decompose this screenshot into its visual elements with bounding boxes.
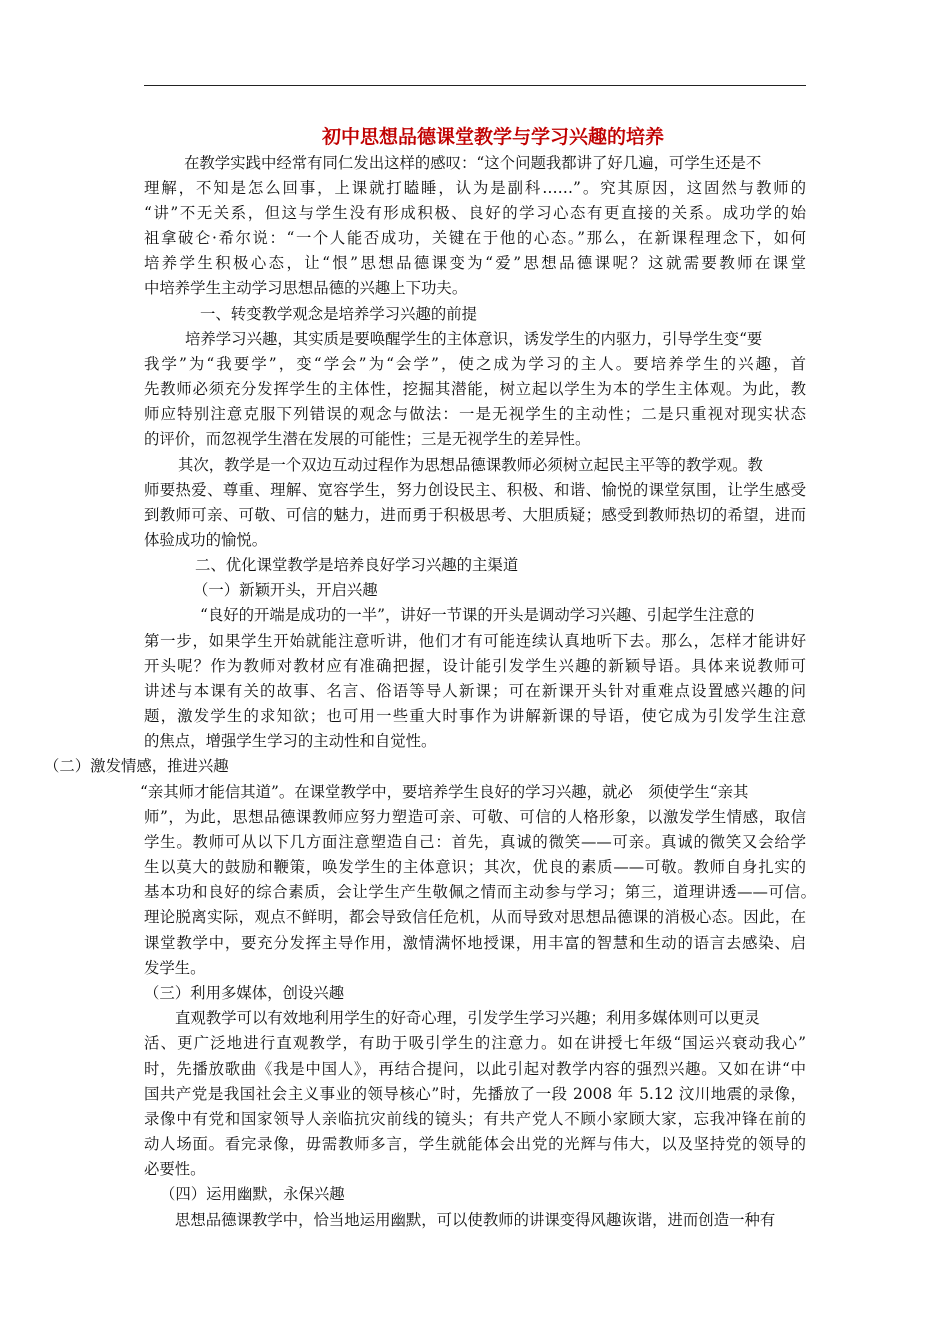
text-line: 录像中有党和国家领导人亲临抗灾前线的镜头；有共产党人不顾小家顾大家，忘我冲锋在前的: [144, 1110, 806, 1128]
text-line: 生以莫大的鼓励和鞭策，唤发学生的主体意识；其次，优良的素质——可敬。教师自身扎实的: [144, 858, 806, 876]
text-line: 第一步，如果学生开始就能注意听讲，他们才有可能连续认真地听下去。那么，怎样才能讲好: [144, 632, 806, 650]
subsection-heading: （三）利用多媒体，创设兴趣: [144, 984, 345, 1002]
document-title: 初中思想品德课堂教学与学习兴趣的培养: [322, 126, 665, 148]
text-line: 理解，不知是怎么回事，上课就打瞌睡，认为是副科……”。究其原因，这固然与教师的: [144, 179, 806, 197]
text-line: 师要热爱、尊重、理解、宽容学生，努力创设民主、积极、和谐、愉悦的课堂氛围，让学生感受: [144, 481, 806, 499]
text-line: 题，激发学生的求知欲；也可用一些重大时事作为讲解新课的导语，使它成为引发学生注意: [144, 707, 806, 725]
text-line: 的焦点，增强学生学习的主动性和自觉性。: [144, 732, 437, 750]
text-line: 发学生。: [144, 959, 206, 977]
text-line: 学生。教师可从以下几方面注意塑造自己：首先，真诚的微笑——可亲。真诚的微笑又会给学: [144, 833, 806, 851]
text-line: 必要性。: [144, 1160, 206, 1178]
text-line: 活、更广泛地进行直观教学，有助于吸引学生的注意力。如在讲授七年级“国运兴衰动我心”: [144, 1034, 806, 1052]
text-line: 时，先播放歌曲《我是中国人》，再结合提问，以此引起对教学内容的强烈兴趣。又如在讲“中: [144, 1060, 806, 1078]
text-line: 的评价，而忽视学生潜在发展的可能性；三是无视学生的差异性。: [144, 430, 591, 448]
text-line: 到教师可亲、可敬、可信的魅力，进而勇于积极思考、大胆质疑；感受到教师热切的希望，进而: [144, 506, 806, 524]
text-line: 直观教学可以有效地利用学生的好奇心理，引发学生学习兴趣；利用多媒体则可以更灵: [175, 1009, 760, 1027]
text-line: 课堂教学中，要充分发挥主导作用，激情满怀地授课，用丰富的智慧和生动的语言去感染、启: [144, 934, 806, 952]
text-line: 理论脱离实际，观点不鲜明，都会导致信任危机，从而导致对思想品德课的消极心态。因此，在: [144, 908, 806, 926]
text-line: 开头呢？作为教师对教材应有准确把握，设计能引发学生兴趣的新颖导语。具体来说教师可: [144, 657, 806, 675]
text-line: 国共产党是我国社会主义事业的领导核心”时，先播放了一段 2008 年 5.12 汶川地震的录像，: [144, 1085, 806, 1103]
subsection-heading: （二）激发情感，推进兴趣: [44, 757, 229, 775]
subsection-heading: （一）新颖开头，开启兴趣: [193, 581, 378, 599]
text-line: 师应特别注意克服下列错误的观念与做法：一是无视学生的主动性；二是只重视对现实状态: [144, 405, 806, 423]
text-line: 师”，为此，思想品德课教师应努力塑造可亲、可敬、可信的人格形象，以激发学生情感，取信: [144, 808, 806, 826]
text-line: 先教师必须充分发挥学生的主体性，挖掘其潜能，树立起以学生为本的学生主体观。为此，教: [144, 380, 806, 398]
text-line: 讲述与本课有关的故事、名言、俗语等导人新课；可在新课开头针对重难点设置感兴趣的问: [144, 682, 806, 700]
text-line: 祖拿破仑·希尔说：“一个人能否成功，关键在于他的心态。”那么，在新课程理念下，如何: [144, 229, 806, 247]
subsection-heading: （四）运用幽默，永保兴趣: [160, 1185, 345, 1203]
text-line: 在教学实践中经常有同仁发出这样的感叹：“这个问题我都讲了好几遍，可学生还是不: [184, 154, 762, 172]
section-heading: 二、优化课堂教学是培养良好学习兴趣的主渠道: [195, 556, 519, 574]
text-line: 体验成功的愉悦。: [144, 531, 268, 549]
text-line: “讲”不无关系，但这与学生没有形成积极、良好的学习心态有更直接的关系。成功学的始: [144, 204, 806, 222]
text-line: “亲其师才能信其道”。在课堂教学中，要培养学生良好的学习兴趣，就必 须使学生“亲其: [140, 783, 749, 801]
text-line: 其次，教学是一个双边互动过程作为思想品德课教师必须树立起民主平等的教学观。教: [178, 456, 763, 474]
text-line: 动人场面。看完录像，毋需教师多言，学生就能体会出党的光辉与伟大，以及坚持党的领导的: [144, 1135, 806, 1153]
text-line: 我学”为“我要学”，变“学会”为“会学”，使之成为学习的主人。要培养学生的兴趣，首: [144, 355, 806, 373]
text-line: 思想品德课教学中，恰当地运用幽默，可以使教师的讲课变得风趣诙谐，进而创造一种有: [175, 1211, 776, 1229]
text-line: “良好的开端是成功的一半”，讲好一节课的开头是调动学习兴趣、引起学生注意的: [200, 606, 755, 624]
text-line: 培养学习兴趣，其实质是要唤醒学生的主体意识，诱发学生的内驱力，引导学生变“要: [185, 330, 763, 348]
text-line: 中培养学生主动学习思想品德的兴趣上下功夫。: [144, 279, 468, 297]
section-heading: 一、转变教学观念是培养学习兴趣的前提: [200, 305, 478, 323]
text-line: 基本功和良好的综合素质，会让学生产生敬佩之情而主动参与学习；第三，道理讲透——可信。: [144, 883, 816, 901]
text-line: 培养学生积极心态，让“恨”思想品德课变为“爱”思想品德课呢？这就需要教师在课堂: [144, 254, 806, 272]
